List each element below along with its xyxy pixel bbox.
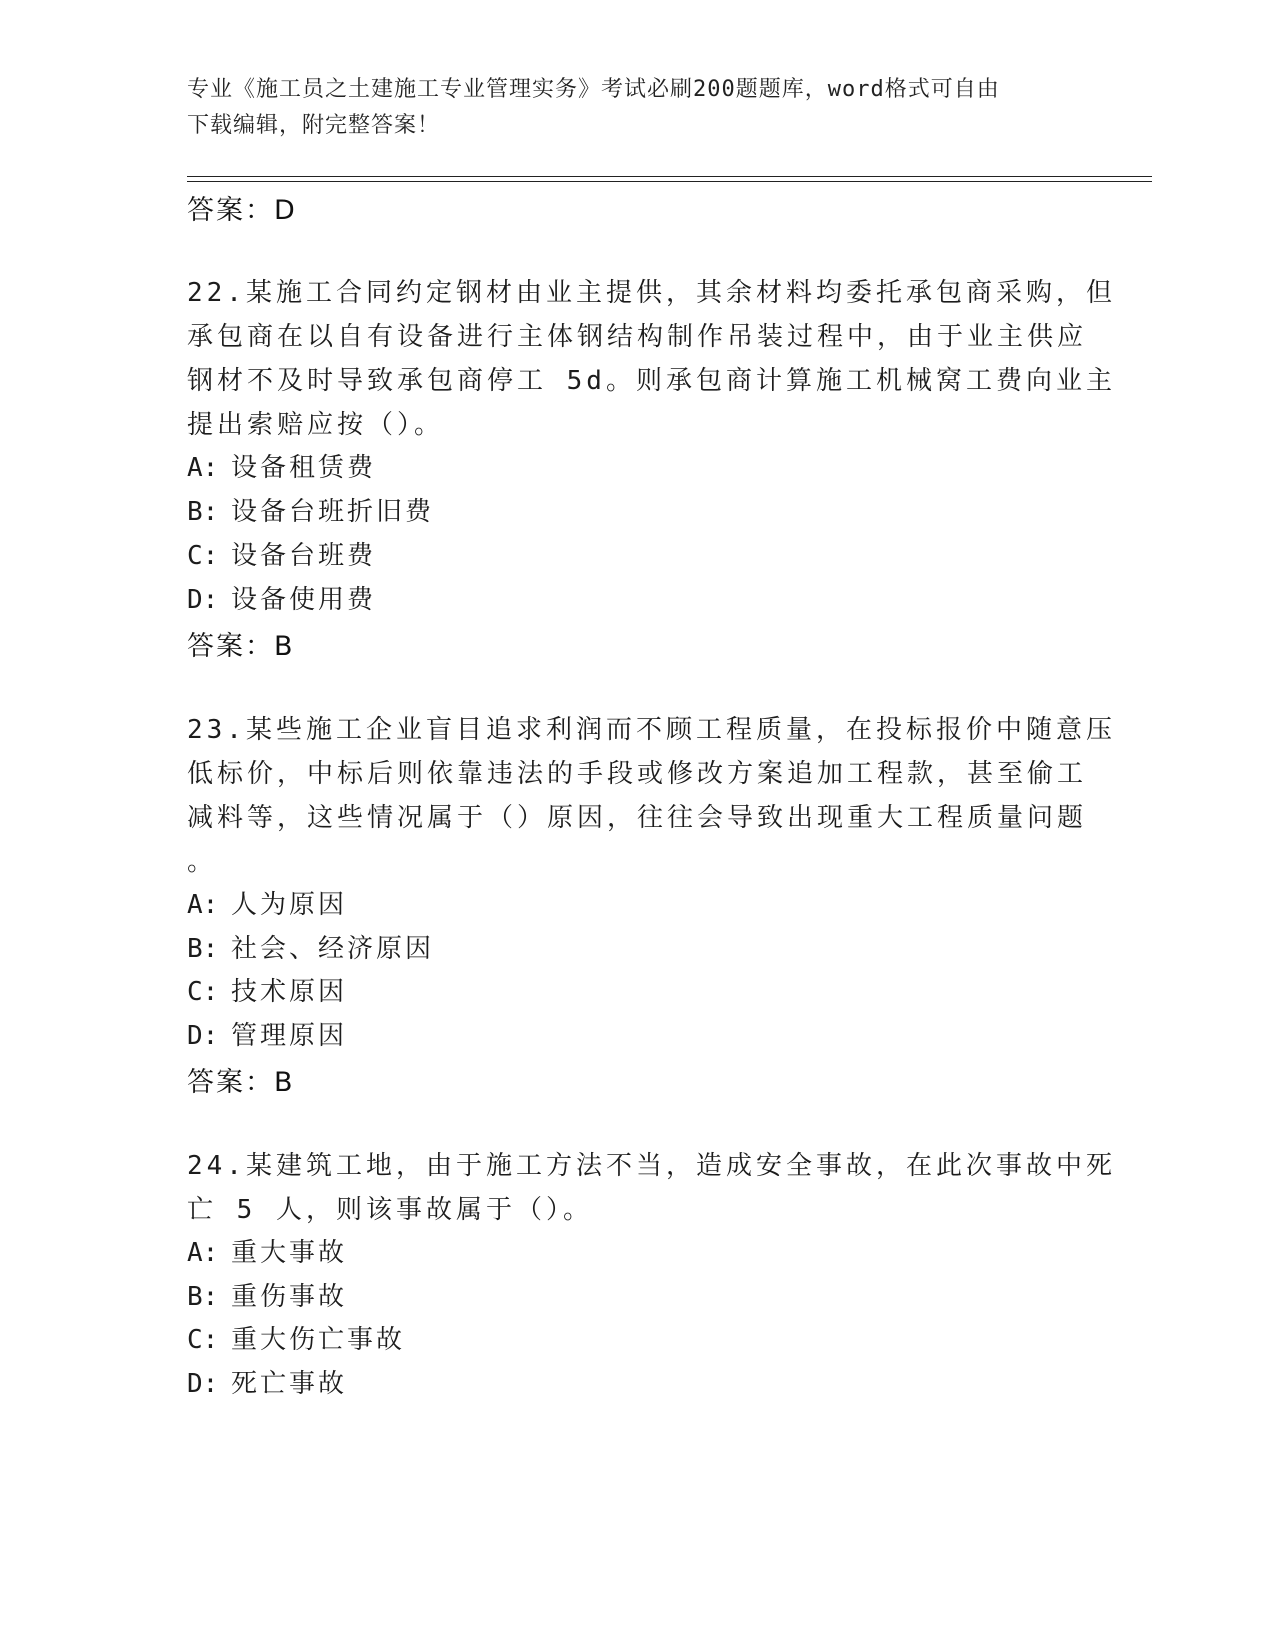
option-text: 管理原因 — [231, 1021, 348, 1051]
header-line-2: 下载编辑，附完整答案！ — [187, 113, 441, 138]
option-key: C: — [187, 1325, 219, 1355]
option-d — [187, 1015, 347, 1052]
option-text: 设备台班折旧费 — [231, 497, 435, 527]
option-d — [187, 579, 376, 616]
option-key: B: — [187, 1282, 219, 1312]
option-key: A: — [187, 1238, 219, 1268]
option-key: D: — [187, 585, 219, 615]
option-text: 设备租赁费 — [231, 453, 377, 483]
question-line: 承包商在以自有设备进行主体钢结构制作吊装过程中，由于业主供应 — [187, 322, 1088, 352]
previous-answer: 答案：D — [187, 195, 297, 226]
question-line: 亡 5 人，则该事故属于（）。 — [187, 1195, 593, 1225]
option-text: 死亡事故 — [231, 1369, 348, 1399]
question-line: 钢材不及时导致承包商停工 5d。则承包商计算施工机械窝工费向业主 — [187, 366, 1116, 396]
answer: 答案：B — [187, 1067, 295, 1098]
option-key: C: — [187, 977, 219, 1007]
option-c — [187, 971, 347, 1008]
option-key: D: — [187, 1369, 219, 1399]
option-text: 重大事故 — [231, 1238, 348, 1268]
answer: 答案：B — [187, 631, 295, 662]
option-text: 技术原因 — [231, 977, 348, 1007]
question-line: 23.某些施工企业盲目追求利润而不顾工程质量，在投标报价中随意压 — [187, 715, 1116, 745]
option-text: 人为原因 — [231, 890, 348, 920]
option-b — [187, 1276, 347, 1313]
option-key: A: — [187, 453, 219, 483]
option-a — [187, 1232, 347, 1269]
option-text: 重伤事故 — [231, 1282, 348, 1312]
option-text: 重大伤亡事故 — [231, 1325, 406, 1355]
question-line: 低标价，中标后则依靠违法的手段或修改方案追加工程款，甚至偷工 — [187, 759, 1088, 789]
option-key: C: — [187, 541, 219, 571]
header-line-1: 专业《施工员之土建施工专业管理实务》考试必刷200题题库，word格式可自由 — [187, 77, 1000, 102]
option-a — [187, 447, 376, 484]
header-divider-top — [187, 176, 1152, 177]
page-header — [187, 72, 1067, 144]
question-line: 。 — [187, 847, 218, 877]
option-c — [187, 535, 376, 572]
option-key: D: — [187, 1021, 219, 1051]
option-key: A: — [187, 890, 219, 920]
option-key: B: — [187, 497, 219, 527]
header-divider-bottom — [187, 181, 1152, 182]
question-line: 减料等，这些情况属于（）原因，往往会导致出现重大工程质量问题 — [187, 803, 1088, 833]
option-key: B: — [187, 934, 219, 964]
option-a — [187, 884, 347, 921]
option-d — [187, 1363, 347, 1400]
option-c — [187, 1319, 405, 1356]
option-text: 设备使用费 — [231, 585, 377, 615]
question-line: 24.某建筑工地，由于施工方法不当，造成安全事故，在此次事故中死 — [187, 1151, 1116, 1181]
option-b — [187, 491, 434, 528]
option-b — [187, 928, 434, 965]
question-line: 22.某施工合同约定钢材由业主提供，其余材料均委托承包商采购，但 — [187, 278, 1116, 308]
option-text: 设备台班费 — [231, 541, 377, 571]
question-line: 提出索赔应按（）。 — [187, 410, 445, 440]
option-text: 社会、经济原因 — [231, 934, 435, 964]
